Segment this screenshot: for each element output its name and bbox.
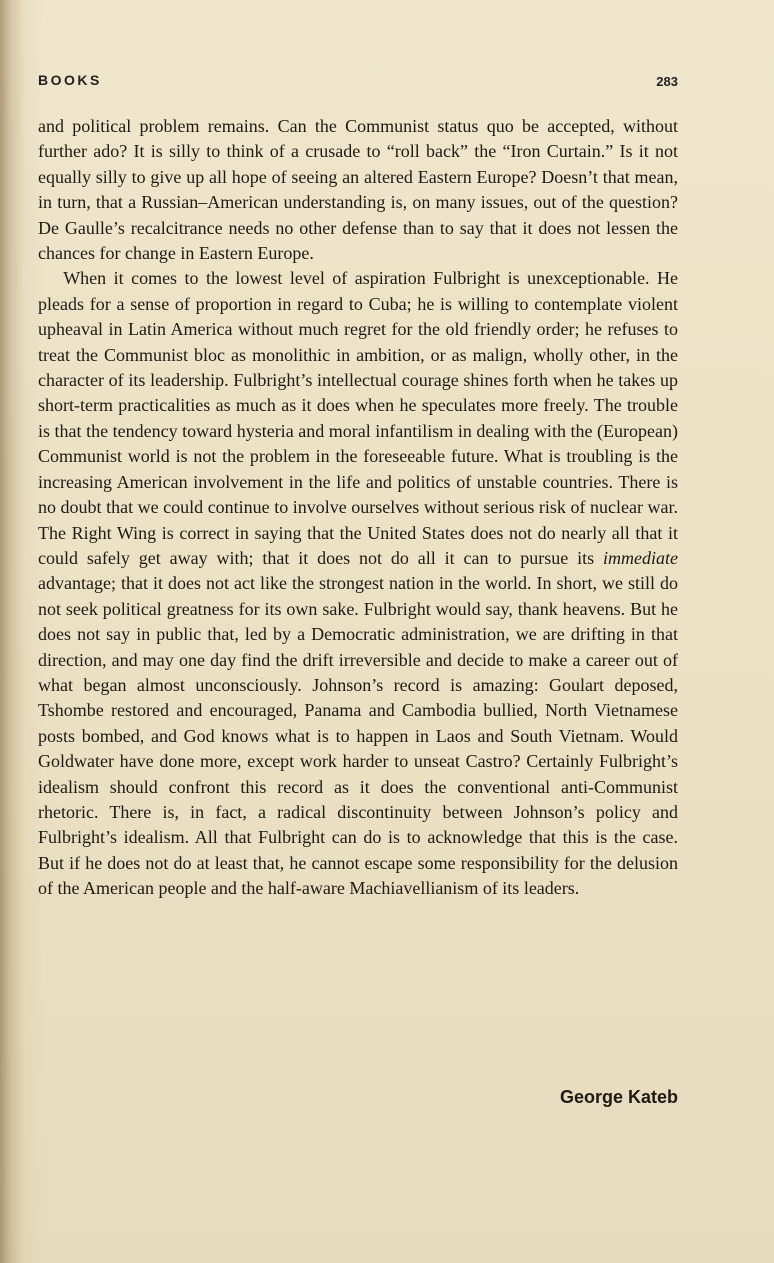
page-number: 283 xyxy=(656,74,678,89)
article-body xyxy=(38,114,678,902)
paragraph-2 xyxy=(38,266,678,901)
running-head: BOOKS xyxy=(38,72,102,88)
emphasis-immediate: immediate xyxy=(603,547,678,568)
author-signature: George Kateb xyxy=(559,1087,678,1107)
paragraph-2-text-a: When it comes to the lowest level of aspiration Fulbright is unexceptionable. He pleads for a sense of proportion in regard to Cuba; he is willing to contemplate violent upheaval in Latin America without much regret for the old friendly order; he refuses to treat the Communist bloc as monolithic in ambition, or as malign, wholly other, in the character of its leadership. Fulbright’s intellectual courage shines forth when he takes up short-term practicalities as much as it does when he speculates more freely. The trouble is that the tendency toward hysteria and moral infantilism in dealing with the (European) Communist world is not the problem in the foreseeable future. What is troubling is the increasing American involvement in the life and politics of unstable countries. There is no doubt that we could continue to involve ourselves without serious risk of nuclear war. The Right Wing is correct in saying that the United States does not do nearly all that it could safely get away with; that it does not do all it can to pursue its xyxy=(38,268,678,568)
paragraph-2-text-b: advantage; that it does not act like the strongest nation in the world. In short, we still do not seek political greatness for its own sake. Fulbright would say, thank heavens. But he does not say in public that, led by a Democratic administration, we are drifting in that direction, and may one day find the drift irreversible and decide to make a career out of what began almost unconsciously. Johnson’s record is amazing: Goulart deposed, Tshombe restored and encouraged, Panama and Cambodia bullied, North Vietnamese posts bombed, and God knows what is to happen in Laos and South Vietnam. Would Goldwater have done more, except work harder to unseat Castro? Certainly Fulbright’s idealism should confront this record as it does the conventional anti-Communist rhetoric. There is, in fact, a radical discontinuity between Johnson’s policy and Fulbright’s idealism. All that Fulbright can do is to acknowledge that this is the case. But if he does not do at least that, he cannot escape some responsibility for the delusion of the American people and the half-aware Machiavellianism of its leaders. xyxy=(38,573,678,899)
page-header xyxy=(38,72,678,92)
paragraph-1: and political problem remains. Can the Communist status quo be accepted, without further ado? It is silly to think of a crusade to “roll back” the “Iron Curtain.” Is it not equally silly to give up all hope of seeing an altered Eastern Europe? Doesn’t that mean, in turn, that a Russian–American understanding is, on many issues, out of the question? De Gaulle’s recalcitrance needs no other defense than to say that it does not lessen the chances for change in Eastern Europe. xyxy=(38,116,678,264)
